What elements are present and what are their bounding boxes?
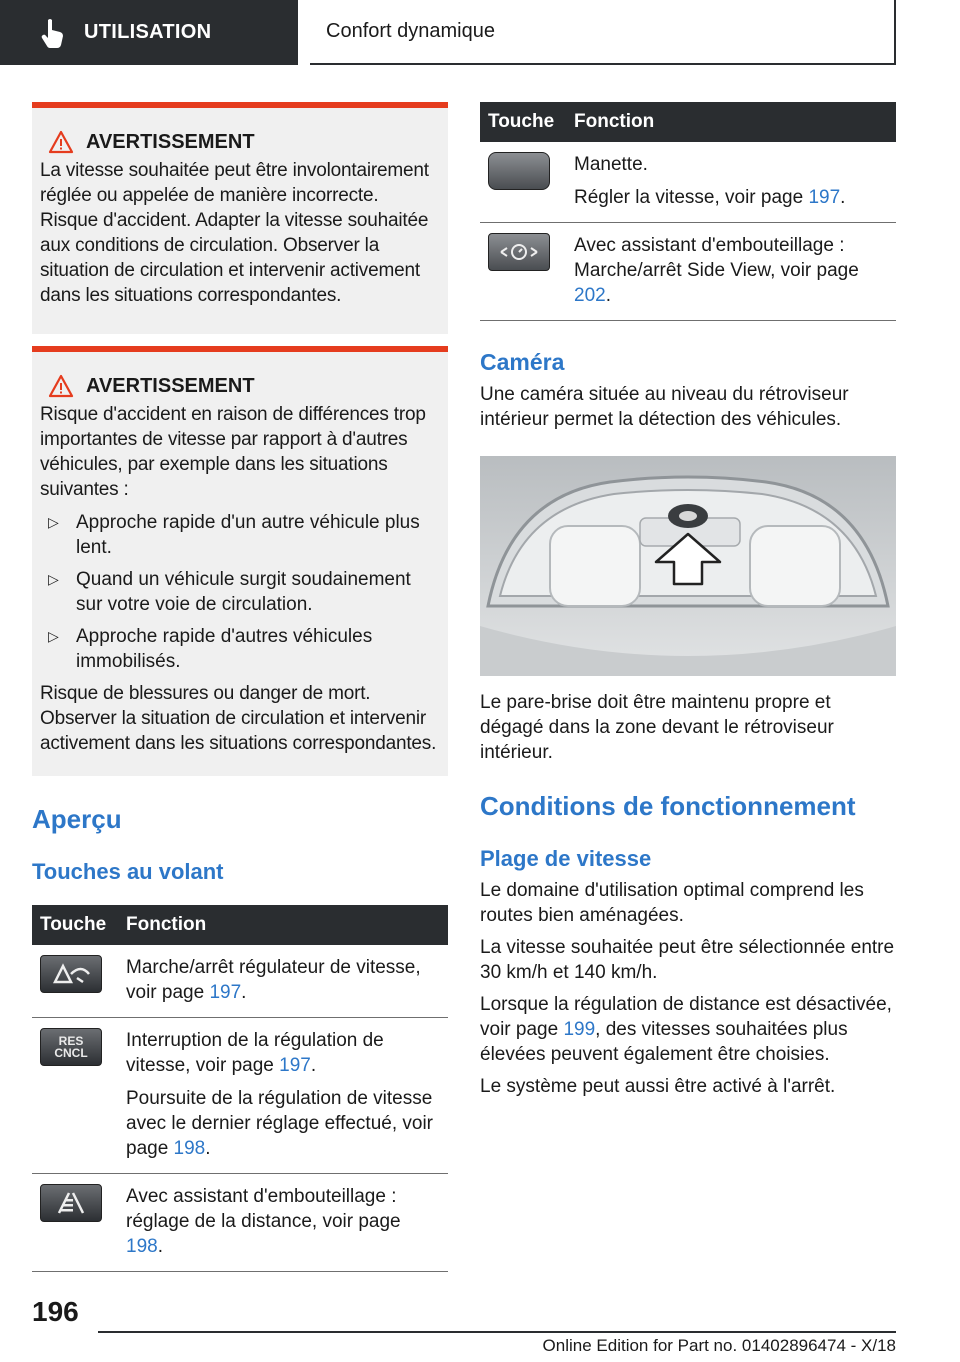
conditions-p3: Lorsque la régulation de distance est désactivée, voir page 199, des vitesses souhaitées plus élevées peuvent également être choisies.: [480, 994, 892, 1065]
camera-text: Une caméra située au niveau du rétroviseur intérieur permet la détection des véhicules.: [480, 384, 849, 430]
header-title-box: [310, 0, 896, 65]
rear-window-camera-image: [480, 456, 896, 676]
control-buttons-table: [480, 102, 896, 321]
cruise-control-button-icon: [40, 955, 102, 993]
warning-triangle-icon: [48, 130, 74, 154]
res-cncl-button-icon: RES CNCL: [40, 1028, 102, 1066]
table-row: Manette. Régler la vitesse, voir page 197.: [480, 142, 896, 223]
page-link[interactable]: 197: [279, 1055, 311, 1076]
heading-camera: Caméra: [480, 349, 565, 375]
page-link[interactable]: 199: [563, 1019, 596, 1040]
page-link[interactable]: 202: [574, 285, 606, 306]
camera-illustration: [480, 456, 896, 676]
warning-triangle-icon: [48, 374, 74, 398]
table-header-fonction: Fonction: [118, 905, 448, 945]
triangle-bullet-icon: ▷: [48, 571, 59, 587]
camera-caption: Le pare-brise doit être maintenu propre et dégagé dans la zone devant le rétroviseur intérieur.: [480, 692, 834, 763]
footer-divider: [98, 1331, 896, 1333]
page-link[interactable]: 197: [808, 187, 841, 208]
header-section-tab: [0, 0, 298, 65]
table-header-touche: Touche: [480, 102, 566, 142]
side-view-button-icon: [488, 233, 550, 271]
heading-apercu: Aperçu: [32, 804, 122, 834]
table-row: Avec assistant d'embouteillage : réglage de la distance, voir page 198.: [32, 1174, 448, 1272]
left-column: [32, 102, 448, 1272]
page-link[interactable]: 197: [209, 982, 242, 1003]
footer-edition: Online Edition for Part no. 01402896474 - X/18: [542, 1336, 896, 1355]
header-title: Confort dynamique: [326, 20, 495, 42]
page-link[interactable]: 198: [126, 1236, 158, 1257]
subheading-plage-vitesse: Plage de vitesse: [480, 846, 652, 871]
heading-conditions: Conditions de fonctionnement: [480, 791, 856, 821]
warning-title: AVERTISSEMENT: [86, 374, 255, 397]
warning-intro: Risque d'accident en raison de différences trop importantes de vitesse par rapport à d'autres véhicules, par exemple dans les situations suivantes :: [40, 404, 426, 500]
right-column: [480, 102, 896, 1099]
conditions-p2: La vitesse souhaitée peut être sélectionnée entre 30 km/h et 140 km/h.: [480, 937, 895, 983]
page-number: 196: [32, 1296, 79, 1327]
distance-button-icon: [40, 1184, 102, 1222]
hand-pointer-icon: [36, 16, 70, 50]
warning-title: AVERTISSEMENT: [86, 130, 255, 153]
list-item: ▷ Approche rapide d'autres véhicules immobilisés.: [40, 624, 440, 674]
triangle-bullet-icon: ▷: [48, 628, 59, 644]
warning-box-1: [32, 102, 448, 334]
list-item: ▷ Quand un véhicule surgit soudainement sur votre voie de circulation.: [40, 567, 440, 617]
table-row: Marche/arrêt régulateur de vitesse, voir page 197.: [32, 945, 448, 1018]
conditions-p4: Le système peut aussi être activé à l'arrêt.: [480, 1076, 836, 1097]
table-row: RES CNCL Interruption de la régulation de vitesse, voir page 197. Poursuite de la régulation de vitesse avec le dernier réglage effectué, voir page 198.: [32, 1018, 448, 1174]
header-section-label: UTILISATION: [84, 21, 212, 43]
table-header-touche: Touche: [32, 905, 118, 945]
table-header-fonction: Fonction: [566, 102, 896, 142]
warning-text: La vitesse souhaitée peut être involontairement réglée ou appelée de manière incorrecte. Risque d'accident. Adapter la vitesse souhaitée aux conditions de circulation. Observer la situation de circulation et intervenir activement dans les situations correspondantes.: [40, 160, 429, 306]
page-link[interactable]: 198: [173, 1138, 206, 1159]
warning-box-2: [32, 346, 448, 776]
lever-icon: [488, 152, 550, 190]
triangle-bullet-icon: ▷: [48, 514, 59, 530]
subheading-touches-volant: Touches au volant: [32, 859, 224, 884]
conditions-p1: Le domaine d'utilisation optimal comprend les routes bien aménagées.: [480, 880, 864, 926]
warning-bullet-list: [40, 510, 440, 674]
steering-buttons-table: [32, 905, 448, 1272]
warning-outro: Risque de blessures ou danger de mort. Observer la situation de circulation et intervenir activement dans les situations correspondantes.: [40, 683, 437, 754]
table-row: Avec assistant d'embouteillage : Marche/arrêt Side View, voir page 202.: [480, 223, 896, 321]
list-item: ▷ Approche rapide d'un autre véhicule plus lent.: [40, 510, 440, 560]
